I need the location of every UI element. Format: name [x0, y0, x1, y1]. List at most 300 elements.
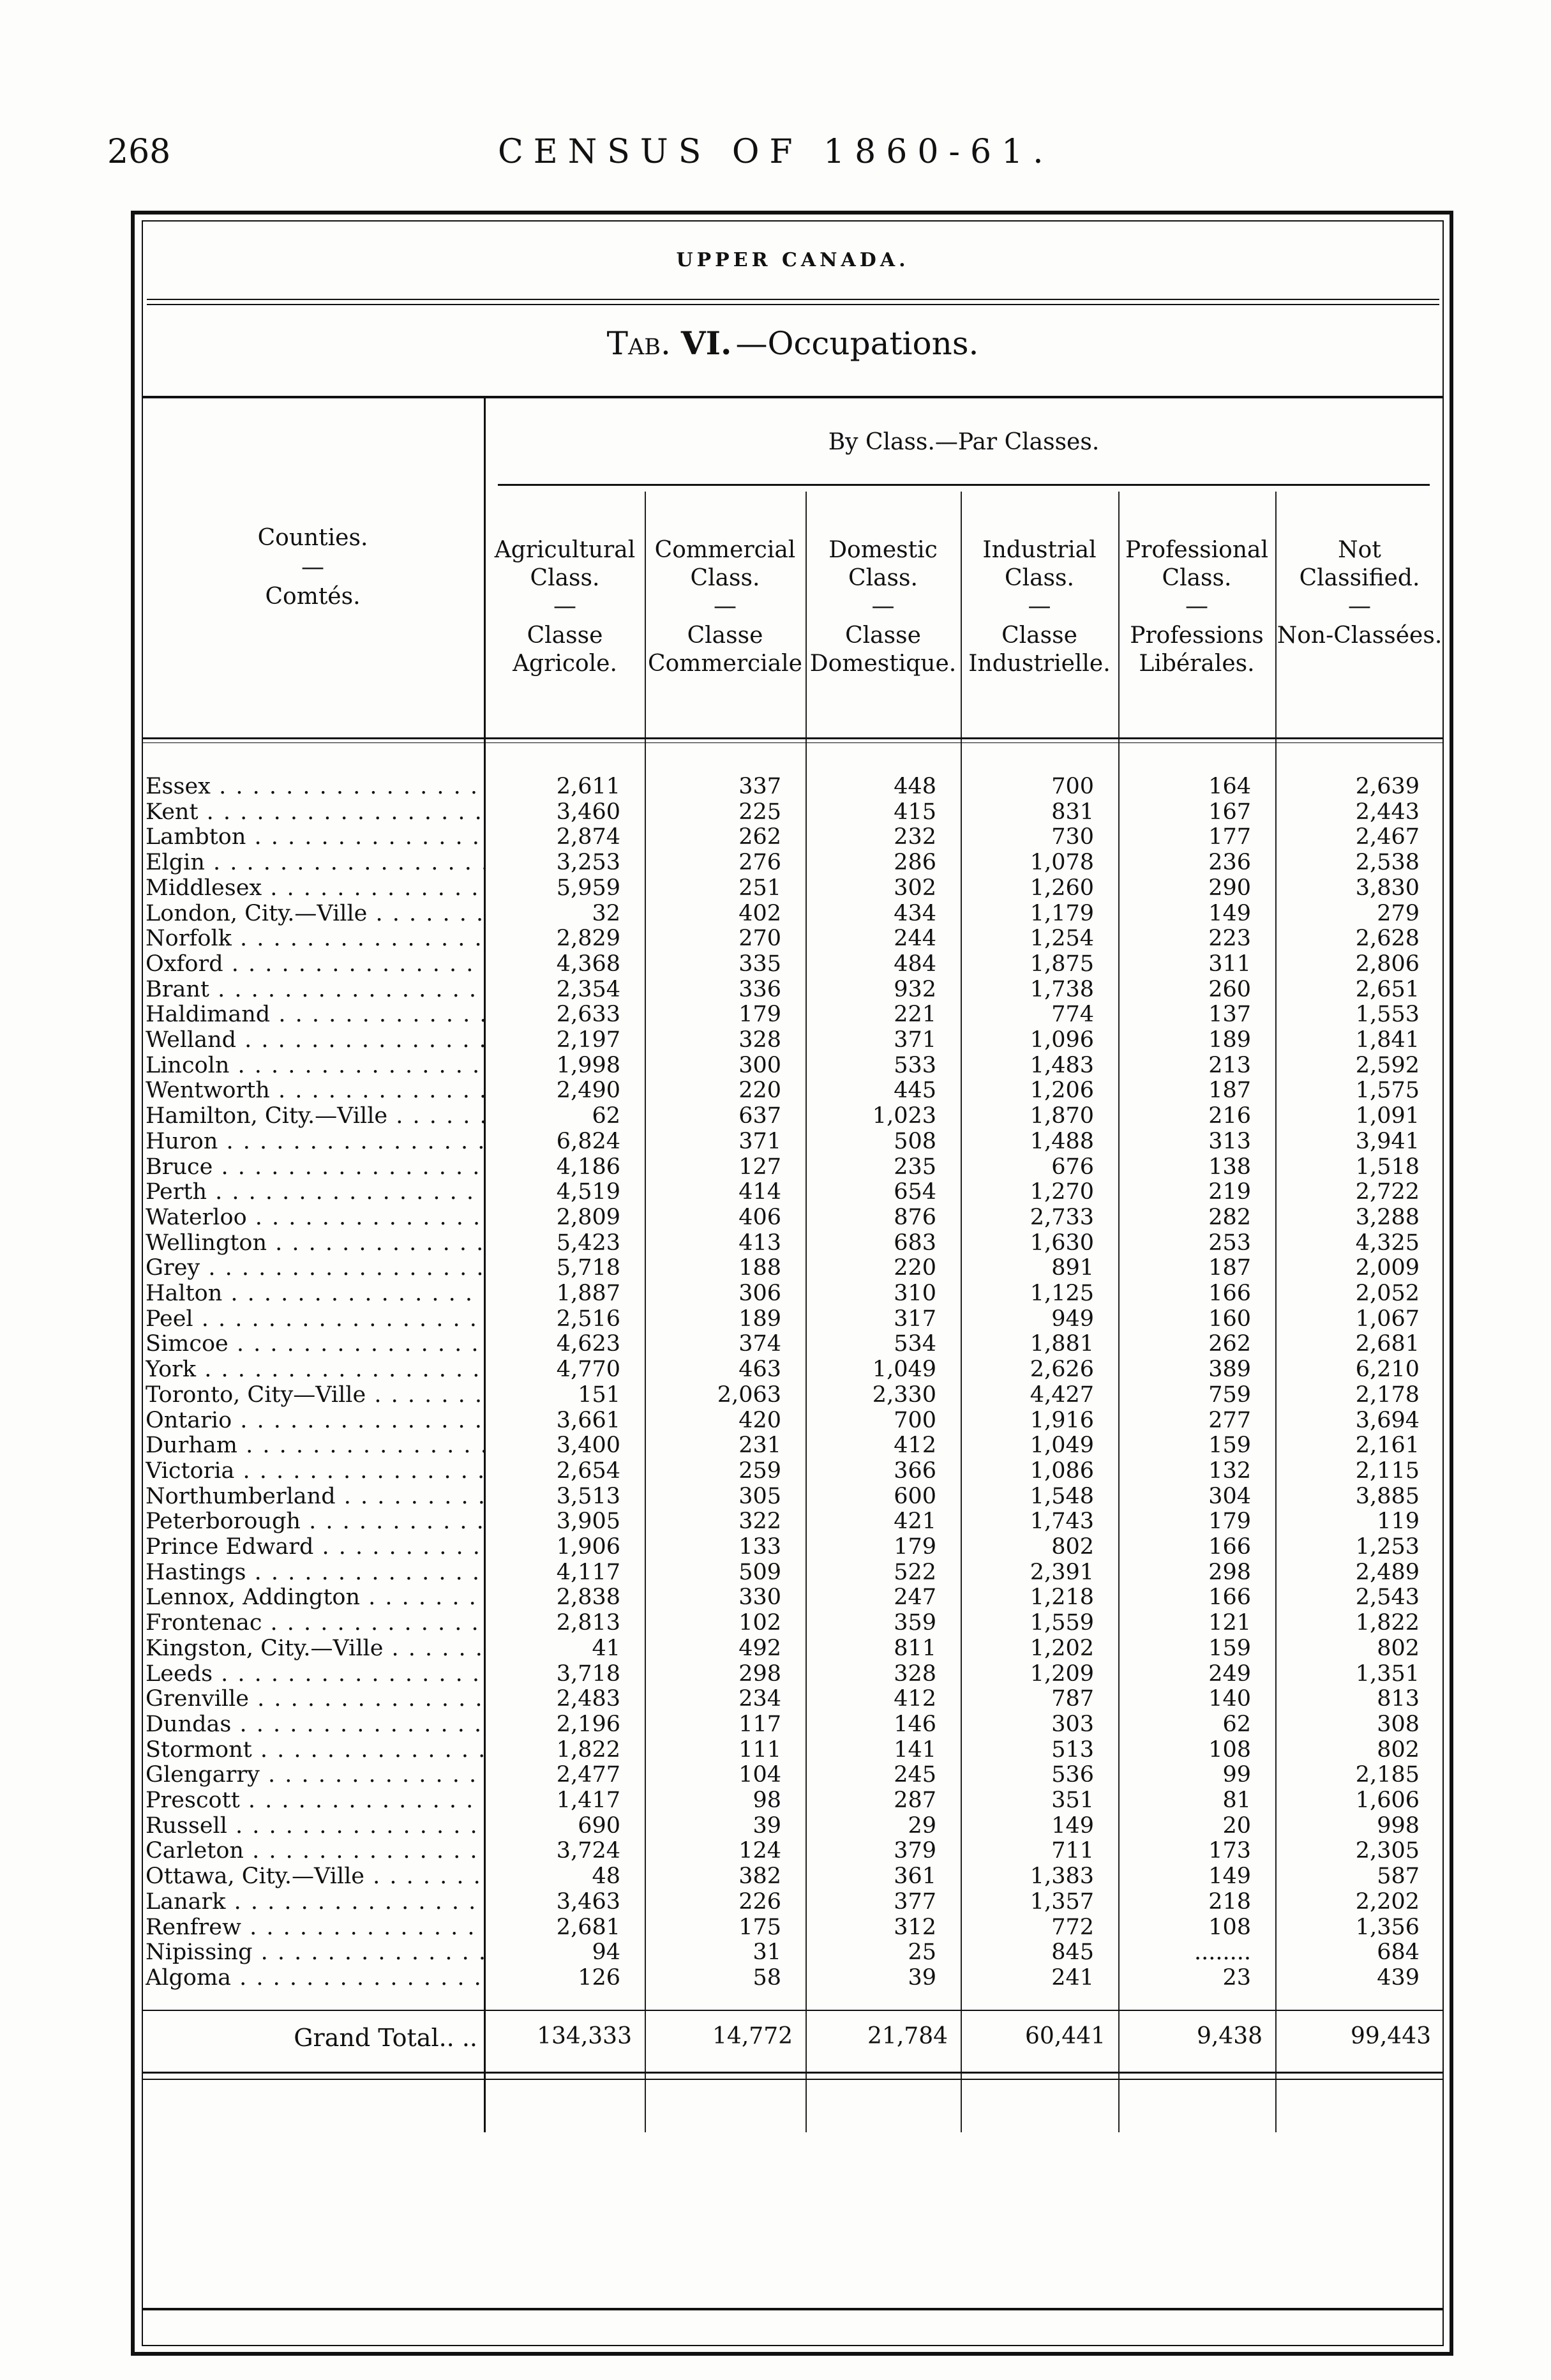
table-cell: 2,628 — [1355, 926, 1420, 951]
county-label: Peel — [146, 1306, 193, 1332]
table-cell: 1,179 — [1030, 901, 1094, 926]
county-label: Lincoln — [146, 1053, 230, 1078]
county-label: Bruce — [146, 1154, 213, 1180]
column-header-fr: Classe Domestique. — [809, 622, 957, 677]
column-header-dash: — — [553, 593, 576, 619]
county-name — [146, 1027, 484, 1053]
table-cell: 434 — [894, 901, 936, 926]
table-cell: 221 — [894, 1002, 936, 1027]
table-cell: 377 — [894, 1889, 936, 1915]
county-label: Grey — [146, 1255, 200, 1281]
table-cell: 534 — [894, 1331, 936, 1357]
county-name — [146, 1965, 484, 1991]
table-cell: 700 — [1051, 774, 1094, 799]
column-header-dash: — — [1348, 593, 1371, 619]
table-cell: 1,260 — [1030, 875, 1094, 901]
table-cell: 600 — [894, 1484, 936, 1509]
divider — [498, 484, 1430, 486]
table-cell: 102 — [738, 1610, 781, 1636]
table-cell: 2,874 — [556, 824, 620, 850]
table-cell: 5,959 — [556, 875, 620, 901]
table-cell: 179 — [738, 1002, 781, 1027]
table-cell: 2,185 — [1355, 1762, 1420, 1788]
county-name — [146, 951, 484, 977]
table-cell: 1,822 — [556, 1737, 620, 1763]
table-cell: 998 — [1377, 1813, 1420, 1839]
table-cell: 2,809 — [556, 1205, 620, 1230]
table-cell: 1,553 — [1355, 1002, 1420, 1027]
county-label: Peterborough — [146, 1509, 301, 1534]
table-cell: 4,770 — [556, 1357, 620, 1382]
table-cell: 133 — [738, 1534, 781, 1560]
table-cell: 3,885 — [1355, 1484, 1420, 1509]
table-cell: 179 — [1208, 1509, 1251, 1534]
table-cell: 361 — [894, 1864, 936, 1889]
table-cell: 5,423 — [556, 1230, 620, 1256]
county-name — [146, 1762, 484, 1788]
grand-total-cell: 99,443 — [1351, 2023, 1431, 2049]
table-cell: 276 — [738, 850, 781, 875]
table-cell: 1,270 — [1030, 1179, 1094, 1205]
table-cell: 508 — [894, 1129, 936, 1154]
table-cell: 4,519 — [556, 1179, 620, 1205]
table-cell: 1,488 — [1030, 1129, 1094, 1154]
column-header-fr: Classe Industrielle. — [968, 622, 1111, 677]
county-name — [146, 1205, 484, 1230]
county-label: York — [146, 1357, 197, 1382]
table-cell: 637 — [738, 1103, 781, 1129]
table-cell: 32 — [592, 901, 620, 926]
table-cell: 244 — [894, 926, 936, 951]
county-name — [146, 926, 484, 951]
table-cell: 1,049 — [1030, 1433, 1094, 1458]
table-cell: 730 — [1051, 824, 1094, 850]
table-cell: 2,115 — [1355, 1458, 1420, 1484]
table-cell: 322 — [738, 1509, 781, 1534]
table-cell: 2,330 — [872, 1382, 936, 1408]
table-cell: 1,067 — [1355, 1306, 1420, 1332]
county-name — [146, 824, 484, 850]
grand-total-cell: 9,438 — [1196, 2023, 1263, 2049]
table-cell: 787 — [1051, 1686, 1094, 1712]
county-label: Grenville — [146, 1686, 250, 1712]
table-cell: 374 — [738, 1331, 781, 1357]
table-cell: 99 — [1222, 1762, 1251, 1788]
divider — [142, 737, 1444, 739]
county-name — [146, 1458, 484, 1484]
county-label: Haldimand — [146, 1002, 271, 1027]
table-cell: 700 — [894, 1408, 936, 1433]
table-cell: 1,096 — [1030, 1027, 1094, 1053]
table-cell: 279 — [1377, 901, 1420, 926]
table-cell: 2,639 — [1355, 774, 1420, 799]
county-name — [146, 1078, 484, 1103]
county-label: Dundas — [146, 1712, 232, 1737]
table-cell: 249 — [1208, 1661, 1251, 1687]
table-cell: 1,875 — [1030, 951, 1094, 977]
table-cell: 58 — [753, 1965, 781, 1991]
column-header-dash: — — [871, 593, 895, 619]
table-cell: 711 — [1051, 1838, 1094, 1864]
table-cell: 3,513 — [556, 1484, 620, 1509]
table-cell: 2,197 — [556, 1027, 620, 1053]
county-label: Prescott — [146, 1788, 240, 1813]
column-header-en: Not Classified. — [1299, 537, 1420, 591]
column-header-fr: Professions Libérales. — [1130, 622, 1264, 677]
table-cell: 149 — [1208, 901, 1251, 926]
table-cell: 236 — [1208, 850, 1251, 875]
table-cell: 173 — [1208, 1838, 1251, 1864]
table-cell: 1,206 — [1030, 1078, 1094, 1103]
column-header — [961, 536, 1118, 678]
table-cell: 759 — [1208, 1382, 1251, 1408]
table-cell: 140 — [1208, 1686, 1251, 1712]
table-cell: 1,916 — [1030, 1408, 1094, 1433]
county-label: Russell — [146, 1813, 227, 1839]
table-cell: 359 — [894, 1610, 936, 1636]
table-cell: 4,623 — [556, 1331, 620, 1357]
table-cell: 234 — [738, 1686, 781, 1712]
table-cell: 62 — [592, 1103, 620, 1129]
table-cell: 336 — [738, 977, 781, 1002]
table-cell: 420 — [738, 1408, 781, 1433]
region-heading: UPPER CANADA. — [676, 249, 910, 271]
county-name — [146, 1154, 484, 1180]
table-cell: 2,626 — [1030, 1357, 1094, 1382]
table-cell: 164 — [1208, 774, 1251, 799]
table-cell: 831 — [1051, 799, 1094, 825]
table-cell: 1,086 — [1030, 1458, 1094, 1484]
table-cell: 654 — [894, 1179, 936, 1205]
table-cell: 304 — [1208, 1484, 1251, 1509]
county-name — [146, 1230, 484, 1256]
county-label: Prince Edward — [146, 1534, 314, 1560]
column-header — [645, 536, 805, 678]
table-cell: 1,483 — [1030, 1053, 1094, 1078]
table-cell: 2,202 — [1355, 1889, 1420, 1915]
table-cell: ........ — [1194, 1939, 1251, 1965]
table-cell: 4,368 — [556, 951, 620, 977]
table-cell: 3,463 — [556, 1889, 620, 1915]
table-cell: 177 — [1208, 824, 1251, 850]
county-label: Glengarry — [146, 1762, 260, 1788]
table-cell: 2,651 — [1355, 977, 1420, 1002]
county-label: Lambton — [146, 824, 246, 850]
county-label: Toronto, City—Ville — [146, 1382, 366, 1408]
table-cell: 328 — [738, 1027, 781, 1053]
spanner-heading: By Class.—Par Classes. — [828, 429, 1100, 455]
table-cell: 310 — [894, 1281, 936, 1306]
table-cell: 2,305 — [1355, 1838, 1420, 1864]
county-name — [146, 1509, 484, 1534]
table-cell: 845 — [1051, 1939, 1094, 1965]
table-cell: 220 — [894, 1255, 936, 1281]
table-cell: 39 — [908, 1965, 936, 1991]
county-name — [146, 1889, 484, 1915]
table-cell: 226 — [738, 1889, 781, 1915]
table-cell: 2,477 — [556, 1762, 620, 1788]
table-cell: 2,489 — [1355, 1560, 1420, 1585]
table-cell: 23 — [1222, 1965, 1251, 1991]
county-label: Halton — [146, 1281, 223, 1306]
divider — [142, 2072, 1444, 2074]
county-label: Kent — [146, 799, 199, 825]
table-cell: 3,718 — [556, 1661, 620, 1687]
county-name — [146, 799, 484, 825]
table-cell: 2,009 — [1355, 1255, 1420, 1281]
table-cell: 1,870 — [1030, 1103, 1094, 1129]
table-cell: 290 — [1208, 875, 1251, 901]
column-header-en: Agricultural Class. — [494, 537, 636, 591]
table-cell: 1,559 — [1030, 1610, 1094, 1636]
county-name — [146, 1382, 484, 1408]
county-name — [146, 1331, 484, 1357]
county-label: Frontenac — [146, 1610, 262, 1636]
table-cell: 305 — [738, 1484, 781, 1509]
table-cell: 2,178 — [1355, 1382, 1420, 1408]
table-cell: 513 — [1051, 1737, 1094, 1763]
table-cell: 351 — [1051, 1788, 1094, 1813]
table-cell: 421 — [894, 1509, 936, 1534]
table-cell: 251 — [738, 875, 781, 901]
county-name — [146, 1484, 484, 1509]
table-cell: 684 — [1377, 1939, 1420, 1965]
table-cell: 311 — [1208, 951, 1251, 977]
table-cell: 1,218 — [1030, 1585, 1094, 1610]
county-name — [146, 1053, 484, 1078]
table-cell: 306 — [738, 1281, 781, 1306]
table-cell: 317 — [894, 1306, 936, 1332]
table-cell: 260 — [1208, 977, 1251, 1002]
table-cell: 676 — [1051, 1154, 1094, 1180]
table-cell: 406 — [738, 1205, 781, 1230]
county-name — [146, 1864, 484, 1889]
county-label: Stormont — [146, 1737, 252, 1763]
table-cell: 2,161 — [1355, 1433, 1420, 1458]
county-name — [146, 1585, 484, 1610]
table-cell: 31 — [753, 1939, 781, 1965]
divider — [142, 2308, 1444, 2310]
table-cell: 328 — [894, 1661, 936, 1687]
divider — [142, 2010, 1444, 2011]
grand-total-cell: 60,441 — [1025, 2023, 1105, 2049]
table-cell: 138 — [1208, 1154, 1251, 1180]
table-cell: 1,548 — [1030, 1484, 1094, 1509]
column-header — [1275, 536, 1444, 650]
table-cell: 313 — [1208, 1129, 1251, 1154]
table-cell: 337 — [738, 774, 781, 799]
table-cell: 1,881 — [1030, 1331, 1094, 1357]
counties-header-en: Counties. — [257, 525, 368, 551]
table-cell: 533 — [894, 1053, 936, 1078]
table-cell: 2,196 — [556, 1712, 620, 1737]
table-cell: 247 — [894, 1585, 936, 1610]
table-cell: 1,078 — [1030, 850, 1094, 875]
table-cell: 1,351 — [1355, 1661, 1420, 1687]
county-label: Northumberland — [146, 1484, 336, 1509]
column-header — [805, 536, 961, 678]
table-cell: 2,052 — [1355, 1281, 1420, 1306]
table-cell: 160 — [1208, 1306, 1251, 1332]
table-cell: 2,490 — [556, 1078, 620, 1103]
table-cell: 366 — [894, 1458, 936, 1484]
table-cell: 2,516 — [556, 1306, 620, 1332]
table-cell: 413 — [738, 1230, 781, 1256]
table-cell: 4,427 — [1030, 1382, 1094, 1408]
table-cell: 2,633 — [556, 1002, 620, 1027]
table-cell: 2,592 — [1355, 1053, 1420, 1078]
grand-total-label: Grand Total.. .. — [294, 2024, 477, 2052]
county-label: Lennox, Addington — [146, 1585, 361, 1610]
divider — [142, 396, 1444, 398]
table-cell: 3,460 — [556, 799, 620, 825]
column-header-fr: Classe Commerciale — [648, 622, 802, 677]
table-cell: 119 — [1377, 1509, 1420, 1534]
county-label: Algoma — [146, 1965, 232, 1991]
table-cell: 81 — [1222, 1788, 1251, 1813]
county-label: Durham — [146, 1433, 237, 1458]
table-cell: 536 — [1051, 1762, 1094, 1788]
table-cell: 218 — [1208, 1889, 1251, 1915]
county-label: Perth — [146, 1179, 207, 1205]
table-cell: 124 — [738, 1838, 781, 1864]
table-cell: 1,743 — [1030, 1509, 1094, 1534]
county-name — [146, 1712, 484, 1737]
table-cell: 286 — [894, 850, 936, 875]
county-name — [146, 1408, 484, 1433]
column-header-fr: Classe Agricole. — [513, 622, 617, 677]
table-cell: 262 — [1208, 1331, 1251, 1357]
table-cell: 187 — [1208, 1255, 1251, 1281]
table-cell: 282 — [1208, 1205, 1251, 1230]
table-cell: 231 — [738, 1433, 781, 1458]
table-cell: 127 — [738, 1154, 781, 1180]
table-cell: 1,125 — [1030, 1281, 1094, 1306]
county-name — [146, 1686, 484, 1712]
tab-number: VI. — [680, 324, 732, 362]
table-cell: 3,661 — [556, 1408, 620, 1433]
county-name — [146, 1737, 484, 1763]
county-name — [146, 1939, 484, 1965]
table-cell: 111 — [738, 1737, 781, 1763]
table-cell: 167 — [1208, 799, 1251, 825]
county-label: Ottawa, City.—Ville — [146, 1864, 365, 1889]
table-cell: 3,941 — [1355, 1129, 1420, 1154]
county-name — [146, 1838, 484, 1864]
county-name — [146, 1002, 484, 1027]
divider — [142, 742, 1444, 743]
table-cell: 2,443 — [1355, 799, 1420, 825]
table-cell: 415 — [894, 799, 936, 825]
table-cell: 259 — [738, 1458, 781, 1484]
table-cell: 2,611 — [556, 774, 620, 799]
county-label: Wellington — [146, 1230, 267, 1256]
county-label: Essex — [146, 774, 211, 799]
table-cell: 2,806 — [1355, 951, 1420, 977]
table-cell: 6,210 — [1355, 1357, 1420, 1382]
table-cell: 3,830 — [1355, 875, 1420, 901]
table-cell: 802 — [1051, 1534, 1094, 1560]
table-cell: 223 — [1208, 926, 1251, 951]
table-cell: 382 — [738, 1864, 781, 1889]
table-cell: 220 — [738, 1078, 781, 1103]
column-header-en: Industrial Class. — [982, 537, 1097, 591]
table-cell: 1,357 — [1030, 1889, 1094, 1915]
table-cell: 146 — [894, 1712, 936, 1737]
table-cell: 2,681 — [556, 1915, 620, 1940]
table-cell: 774 — [1051, 1002, 1094, 1027]
table-cell: 149 — [1051, 1813, 1094, 1839]
county-name — [146, 1281, 484, 1306]
table-cell: 2,722 — [1355, 1179, 1420, 1205]
counties-header — [142, 523, 484, 612]
table-cell: 48 — [592, 1864, 620, 1889]
county-label: Hamilton, City.—Ville — [146, 1103, 388, 1129]
table-cell: 29 — [908, 1813, 936, 1839]
table-cell: 108 — [1208, 1915, 1251, 1940]
table-cell: 412 — [894, 1686, 936, 1712]
table-cell: 159 — [1208, 1433, 1251, 1458]
tab-label: Tab. — [606, 325, 671, 362]
table-cell: 2,538 — [1355, 850, 1420, 875]
table-cell: 5,718 — [556, 1255, 620, 1281]
county-name — [146, 1534, 484, 1560]
county-name — [146, 1813, 484, 1839]
table-cell: 302 — [894, 875, 936, 901]
table-cell: 151 — [578, 1382, 620, 1408]
table-cell: 126 — [578, 1965, 620, 1991]
table-cell: 1,887 — [556, 1281, 620, 1306]
table-cell: 1,841 — [1355, 1027, 1420, 1053]
table-cell: 141 — [894, 1737, 936, 1763]
table-cell: 187 — [1208, 1078, 1251, 1103]
table-cell: 492 — [738, 1636, 781, 1661]
table-cell: 1,383 — [1030, 1864, 1094, 1889]
table-cell: 1,630 — [1030, 1230, 1094, 1256]
table-cell: 2,354 — [556, 977, 620, 1002]
table-cell: 108 — [1208, 1737, 1251, 1763]
table-cell: 402 — [738, 901, 781, 926]
county-label: Leeds — [146, 1661, 213, 1687]
county-name — [146, 1357, 484, 1382]
table-cell: 3,253 — [556, 850, 620, 875]
grand-total-cell: 134,333 — [537, 2023, 632, 2049]
table-cell: 39 — [753, 1813, 781, 1839]
table-cell: 312 — [894, 1915, 936, 1940]
column-header — [485, 536, 645, 678]
county-label: Waterloo — [146, 1205, 247, 1230]
county-name — [146, 1661, 484, 1687]
table-cell: 189 — [738, 1306, 781, 1332]
county-label: Huron — [146, 1129, 218, 1154]
table-cell: 41 — [592, 1636, 620, 1661]
county-name — [146, 1103, 484, 1129]
county-label: Kingston, City.—Ville — [146, 1636, 384, 1661]
table-cell: 159 — [1208, 1636, 1251, 1661]
county-name — [146, 977, 484, 1002]
table-cell: 2,681 — [1355, 1331, 1420, 1357]
table-cell: 3,288 — [1355, 1205, 1420, 1230]
table-cell: 445 — [894, 1078, 936, 1103]
county-name — [146, 1306, 484, 1332]
table-cell: 20 — [1222, 1813, 1251, 1839]
divider — [147, 299, 1439, 305]
table-cell: 1,209 — [1030, 1661, 1094, 1687]
county-name — [146, 1636, 484, 1661]
table-cell: 1,049 — [872, 1357, 936, 1382]
column-header-en: Commercial Class. — [654, 537, 796, 591]
table-cell: 166 — [1208, 1534, 1251, 1560]
